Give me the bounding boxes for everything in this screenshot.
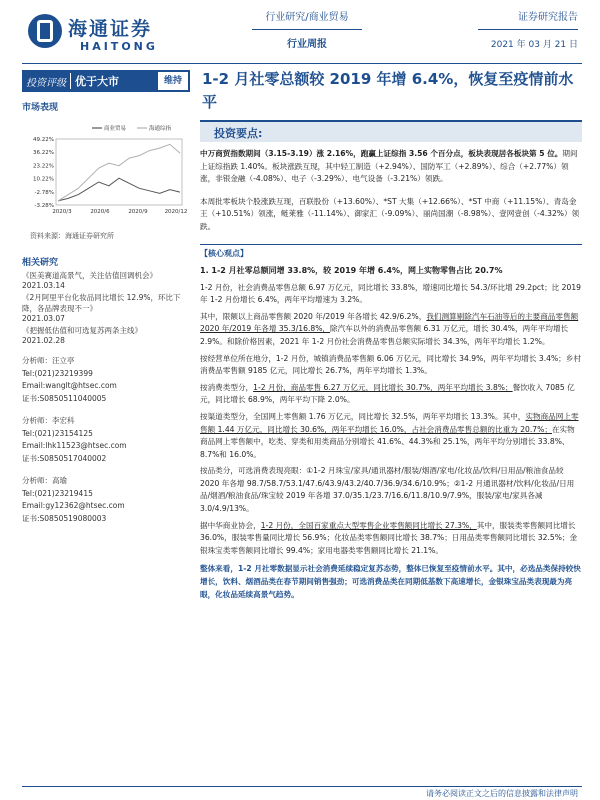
report-title: 1-2 月社零总额较 2019 年增 6.4%，恢复至疫情前水平 [202, 70, 574, 111]
x-tick-label: 2020/3 [52, 209, 72, 215]
related-date: 2021.03.14 [22, 281, 65, 290]
report-kind: 证券研究报告 [518, 12, 578, 23]
related-item[interactable]: 《医美赛道高景气，关注估值回调机会》 [22, 271, 157, 280]
underlined-span: 实物商品网上零售额 1.44 万亿元，同比增长 30.6%，两年平均增长 16.0%，占社会消费品零售总额的比重为 20.7%； [200, 411, 579, 434]
body-paragraph [200, 311, 582, 349]
analyst-email[interactable]: Email:gy12362@htsec.com [22, 501, 125, 510]
analyst-tel: Tel:(021)23219415 [22, 488, 93, 498]
highlights-label: 投资要点: [214, 127, 263, 140]
analyst-tel: Tel:(021)23154125 [22, 428, 93, 438]
header-category-block [252, 8, 362, 50]
analyst-card [22, 475, 190, 525]
y-tick-label: -2.78% [34, 189, 54, 196]
y-tick-label: 10.22% [33, 176, 54, 183]
analyst-cert: 证书:S0850517040002 [22, 453, 107, 463]
analyst-name: 分析师：高瑜 [22, 476, 67, 485]
body-paragraph: 按经营单位所在地分，1-2 月份，城镇消费品零售额 6.06 万亿元，同比增长 34.9%，两年平均增长 3.4%；乡村消费品零售额 9185 亿元，同比增长 26.7%，两年平均增长 1.3%。 [200, 353, 581, 376]
underlined-span: 1-2 月份，全国百家重点大型零售企业零售额同比增长 27.3%， [260, 520, 477, 530]
haitong-logo [28, 14, 178, 58]
highlight-paragraph [200, 148, 582, 186]
page-header [0, 0, 600, 64]
related-list [22, 270, 190, 345]
text-span: 其中，限额以上商品零售额 2020 年/2019 年各增长 42.9/6.2%， [200, 311, 427, 321]
market-title: 市场表现 [22, 103, 59, 113]
logo-en: HAITONG [80, 40, 158, 53]
body-paragraph: 1-2 月份，社会消费品零售总额 6.97 万亿元，同比增长 33.8%，增速同比增长 54.3/环比增 29.2pct；比 2019 年 1-2 月份增长 6.4%，两年平均增速为 3.2%。 [200, 282, 581, 305]
related-item[interactable]: 《2月阿里平台化妆品同比增长 12.9%，环比下降，各品牌表现不一》 [22, 293, 181, 313]
rating-maintain: 维持 [158, 72, 188, 90]
body-paragraph [200, 382, 582, 407]
y-tick-label: 23.22% [33, 163, 54, 170]
core-section-title: 【核心观点】 [200, 244, 582, 260]
body-paragraph: 按品类分，可选消费表现亮眼：①1-2 月珠宝/家具/通讯器材/服装/烟酒/家电/化妆品/饮料/日用品/粮油食品较 2020 年各增 98.7/58.7/53.1/47.6/43.9/43.2/40.7/36.9/34.6/10.9%；②1-2 月通讯器材/饮料/化妆品/日用品/烟酒/粮油食品/珠宝较 2019 年各增 37.0/35.1/23.7/16.6/11.8/10.9/7.9%，服装/家电/家具各减 3.0/4.9/13%。 [200, 466, 575, 514]
analyst-card [22, 415, 190, 465]
header-right-block [491, 8, 578, 50]
text-span: 在实物商品网上零售额中，吃类、穿类和用类商品分别增长 41.6%、44.3%和 25.1%，两年平均分别增长 33.8%、8.7%和 16.0%。 [200, 424, 575, 459]
market-chart-svg [22, 119, 190, 223]
underlined-span: 我们测算剔除汽车石油等后的主要商品零售额 2020 年/2019 年各增 35.3/16.8%， [200, 311, 579, 334]
text-span: 餐饮收入 7085 亿元，同比增长 68.9%，两年平均下降 2.0%。 [200, 382, 575, 405]
highlight-paragraph: 本周批零板块个股涨跌互现，百联股份（+13.60%）、*ST 大集（+12.66%）、*ST 中商（+11.15%）、青岛金王（+10.51%）领涨，鲢莱雅（-11.14%）、御家汇（-9.09%）、丽尚国潮（-8.98%）、壹网壹创（-4.32%）领跌。 [200, 196, 580, 231]
text-span: 按消费类型分， [200, 382, 254, 392]
highlight-text: 期间上证综指跌 1.40%。板块涨跌互现，其中轻工制造（+2.94%）、国防军工（+2.89%）、综合（+2.77%）领涨，非银金融（-4.08%）、电子（-3.29%）、电气设备（-3.21%）领跌。 [200, 149, 578, 184]
rating-bar [22, 70, 190, 92]
related-item[interactable]: 《把握低估值和可选复苏两条主线》 [22, 326, 142, 335]
analyst-name: 分析师：李宏科 [22, 416, 75, 425]
y-tick-label: -3.28% [34, 203, 54, 209]
text-span: 其中，服装类零售额同比增长 36.0%，服装零售量同比增长 56.9%；化妆品类零售额同比增长 38.7%；日用品类零售额同比增长 32.5%；金银珠宝类零售额同比增长 99.4%；家用电器类零售额同比增长 21.1%。 [200, 520, 578, 555]
highlight-bold: 中万商贸指数期间（3.15-3.19）涨 2.16%，跑赢上证综指 3.56 个百分点，板块表现居各板块第 5 位。 [200, 149, 563, 158]
y-tick-label: 36.22% [33, 150, 54, 157]
analyst-email[interactable]: Email:lhk11523@htsec.com [22, 441, 127, 450]
core-heading: 1. 1-2 月社零总额同增 33.8%，较 2019 年增 6.4%，网上实物零售占比 20.7% [200, 265, 503, 275]
analyst-cert: 证书:S0850511040005 [22, 393, 107, 403]
chart-source: 资料来源：海通证券研究所 [30, 232, 114, 240]
logo-cn: 海通证券 [68, 18, 153, 40]
report-date: 2021 年 03 月 21 日 [490, 40, 578, 50]
x-tick-label: 2020/12 [164, 209, 188, 215]
analyst-cert: 证书:S0850519080003 [22, 513, 107, 523]
legend-label-2: 海通综指 [149, 126, 172, 132]
text-span: 按渠道类型分，全国网上零售额 1.76 万亿元，同比增长 32.5%，两年平均增长 13.3%。其中， [200, 411, 526, 421]
main-content [200, 68, 582, 601]
analyst-list [22, 355, 190, 525]
text-span: 除汽车以外的消费品零售额 6.31 万亿元，增长 30.4%，两年平均增长 2.9%。和除价格因素，2021 年 1-2 月份社会消费品零售总额实际增长 34.3%，两年平均增长 1.2%。 [200, 324, 569, 346]
rating-value: 优于大市 [70, 73, 123, 89]
analyst-card [22, 355, 190, 405]
highlights [200, 148, 582, 234]
summary-paragraph: 整体来看，1-2 月社零数据显示社会消费延续稳定复苏态势，整体已恢复至疫情前水平。其中，必选品类保持较快增长，饮料、烟酒品类在春节期间销售强劲；可选消费品类在同期低基数下高速增长，金银珠宝品类表现最为亮眼，化妆品延续高景气趋势。 [200, 564, 581, 599]
x-tick-label: 2020/6 [90, 209, 110, 215]
y-tick-label: 49.22% [33, 137, 54, 143]
analyst-tel: Tel:(021)23219399 [22, 368, 93, 378]
highlights-bar [200, 120, 582, 142]
chart-frame [56, 139, 182, 205]
related-title: 相关研究 [22, 258, 59, 268]
body-paragraph [200, 411, 582, 461]
body-paragraph [200, 520, 582, 558]
analyst-name: 分析师：汪立亭 [22, 356, 75, 365]
related-date: 2021.02.28 [22, 336, 65, 345]
text-span: 据中华商业协会， [200, 520, 261, 530]
x-tick-label: 2020/9 [128, 209, 148, 215]
analyst-email[interactable]: Email:wanglt@htsec.com [22, 381, 117, 390]
report-type: 行业周报 [287, 39, 327, 50]
market-chart [22, 119, 190, 223]
legend-label-1: 商业贸易 [104, 126, 127, 132]
report-category: 行业研究/商业贸易 [265, 12, 349, 23]
rating-label: 投资评级 [26, 77, 66, 89]
page-footer: 请务必阅读正文之后的信息披露和法律声明 [426, 789, 578, 798]
logo-mark-icon [28, 14, 62, 48]
left-sidebar [22, 70, 190, 535]
related-date: 2021.03.07 [22, 314, 65, 323]
underlined-span: 1-2 月份，商品零售 6.27 万亿元，同比增长 30.7%，两年平均增长 3.8%； [253, 382, 513, 392]
